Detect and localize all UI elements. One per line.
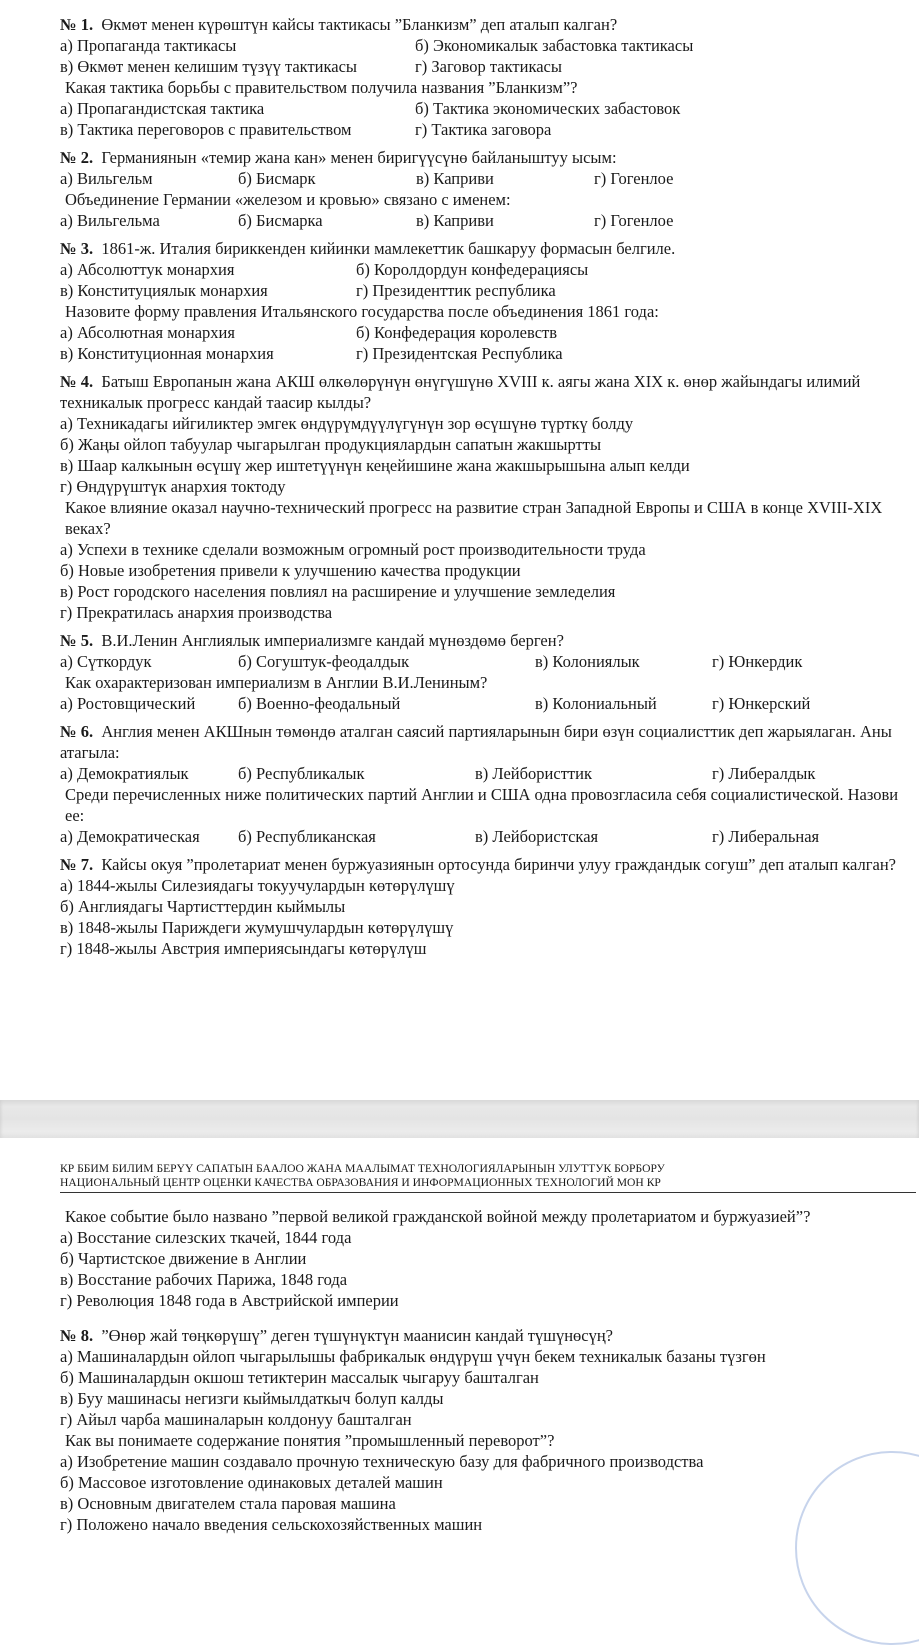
option: г) Тактика заговора xyxy=(415,120,552,139)
option: в) Тактика переговоров с правительством xyxy=(60,120,352,139)
question-1 xyxy=(60,14,905,140)
page-2 xyxy=(0,1138,919,1555)
option-list xyxy=(60,1346,905,1430)
option: г) Президенттик республика xyxy=(356,281,556,300)
question-stem-ru: Как охарактеризован империализм в Англии В.И.Лениным? xyxy=(65,673,488,692)
question-text: ”Өнөр жай төңкөрүшү” деген түшүнүктүн маанисин кандай түшүнөсүң? xyxy=(101,1326,613,1345)
option: б) Республиканская xyxy=(238,827,376,846)
option: в) Конституционная монархия xyxy=(60,344,274,363)
option: б) Новые изобретения привели к улучшению качества продукции xyxy=(60,561,521,580)
option: г) Прекратилась анархия производства xyxy=(60,603,333,622)
question-3 xyxy=(60,238,905,364)
option: г) Революция 1848 года в Австрийской империи xyxy=(60,1291,399,1310)
option-row xyxy=(60,322,905,343)
question-text: Батыш Европанын жана АКШ өлкөлөрүнүн өнүгүшүнө XVIII к. аягы жана XIX к. өнөр жайындагы илимий техникалык прогресс кандай таасир кылды? xyxy=(60,372,861,412)
option-list xyxy=(60,1451,905,1535)
option: г) Айыл чарба машиналарын колдонуу башталган xyxy=(60,1410,412,1429)
option: а) Сүткордук xyxy=(60,652,152,671)
question-4 xyxy=(60,371,905,623)
option: в) Шаар калкынын өсүшү жер иштетүүнүн кеңейишине жана жакшырышына алып келди xyxy=(60,456,690,475)
question-number: № 2. xyxy=(60,148,94,167)
option: б) Конфедерация королевств xyxy=(356,323,558,342)
question-text: Өкмөт менен күрөштүн кайсы тактикасы ”Бланкизм” деп аталып калган? xyxy=(101,15,618,34)
option-row xyxy=(60,168,905,189)
question-number: № 3. xyxy=(60,239,94,258)
option-list xyxy=(60,539,905,623)
question-text: В.И.Ленин Англиялык империализмге кандай мүнөздөмө берген? xyxy=(101,631,564,650)
option: а) Вильгельм xyxy=(60,169,153,188)
option: а) Ростовщический xyxy=(60,694,196,713)
option: а) Техникадагы ийгиликтер эмгек өндүрүмдүүлүгүнүн зор өсүшүнө түрткү болду xyxy=(60,414,634,433)
option: в) Каприви xyxy=(416,211,494,230)
option: б) Республикалык xyxy=(238,764,365,783)
option: б) Англиядагы Чартисттердин кыймылы xyxy=(60,897,346,916)
option: г) Либеральная xyxy=(712,827,820,846)
question-stem-ru: Какое событие было названо ”первой великой гражданской войной между пролетариатом и буржуазией”? xyxy=(65,1207,811,1226)
option-list xyxy=(60,413,905,497)
question-stem-ky xyxy=(60,721,905,763)
page-separator xyxy=(0,1100,919,1138)
option: в) Каприви xyxy=(416,169,494,188)
option: г) Юнкердик xyxy=(712,652,803,671)
option: б) Согуштук-феодалдык xyxy=(238,652,410,671)
header-line-ru: НАЦИОНАЛЬНЫЙ ЦЕНТР ОЦЕНКИ КАЧЕСТВА ОБРАЗОВАНИЯ И ИНФОРМАЦИОННЫХ ТЕХНОЛОГИЙ МОН КР xyxy=(60,1175,661,1189)
option: г) Заговор тактикасы xyxy=(415,57,562,76)
option: а) Восстание силезских ткачей, 1844 года xyxy=(60,1228,352,1247)
option: б) Королдордун конфедерациясы xyxy=(356,260,589,279)
option-list xyxy=(60,1227,905,1311)
option-row xyxy=(60,119,905,140)
question-stem-ky xyxy=(60,854,905,875)
page-1-content xyxy=(60,14,905,966)
question-number: № 6. xyxy=(60,722,94,741)
option: в) Лейбористская xyxy=(475,827,599,846)
option-row xyxy=(60,259,905,280)
option-row xyxy=(60,826,905,847)
option: в) Конституциялык монархия xyxy=(60,281,268,300)
question-stem-ru: Какое влияние оказал научно-технический прогресс на развитие стран Западной Европы и США в конце XVIII-XIX веках? xyxy=(65,498,883,538)
question-stem-ky xyxy=(60,371,905,413)
page-header xyxy=(60,1162,916,1193)
option: в) Лейбористтик xyxy=(475,764,592,783)
question-stem-ru: Среди перечисленных ниже политических партий Англии и США одна провозгласила себя социалистической. Назови ее: xyxy=(65,785,899,825)
option-row xyxy=(60,56,905,77)
option: г) Положено начало введения сельскохозяйственных машин xyxy=(60,1515,483,1534)
option-row xyxy=(60,280,905,301)
option: в) Колониальный xyxy=(535,694,657,713)
option: а) Демократическая xyxy=(60,827,200,846)
option: б) Бисмарка xyxy=(238,211,323,230)
option: б) Тактика экономических забастовок xyxy=(415,99,681,118)
option-row xyxy=(60,210,905,231)
option: в) Колониялык xyxy=(535,652,640,671)
question-7-ru xyxy=(60,1206,905,1311)
question-stem-ru: Как вы понимаете содержание понятия ”промышленный переворот”? xyxy=(65,1431,555,1450)
option: б) Чартистское движение в Англии xyxy=(60,1249,307,1268)
option: в) Рост городского населения повлиял на расширение и улучшение земледелия xyxy=(60,582,616,601)
question-number: № 8. xyxy=(60,1326,94,1345)
question-text: Кайсы окуя ”пролетариат менен буржуазиянын ортосунда биринчи улуу граждандык согуш” деп аталып калган? xyxy=(101,855,896,874)
option-row xyxy=(60,693,905,714)
option: а) Демократиялык xyxy=(60,764,189,783)
option-row xyxy=(60,763,905,784)
question-stem-ru: Объединение Германии «железом и кровью» связано с именем: xyxy=(65,190,511,209)
option: а) Пропагандистская тактика xyxy=(60,99,265,118)
option: б) Бисмарк xyxy=(238,169,316,188)
question-stem-ky xyxy=(60,147,905,168)
option: г) Гогенлое xyxy=(594,169,674,188)
question-text: 1861-ж. Италия бириккенден кийинки мамлекеттик башкаруу формасын белгиле. xyxy=(101,239,676,258)
option: в) Өкмөт менен келишим түзүү тактикасы xyxy=(60,57,358,76)
page-2-content xyxy=(60,1206,905,1542)
question-number: № 7. xyxy=(60,855,94,874)
question-number: № 4. xyxy=(60,372,94,391)
question-number: № 1. xyxy=(60,15,94,34)
question-7 xyxy=(60,854,905,959)
option: б) Экономикалык забастовка тактикасы xyxy=(415,36,694,55)
option: в) Буу машинасы негизги кыймылдаткыч болуп калды xyxy=(60,1389,444,1408)
option: г) Өндүрүштүк анархия токтоду xyxy=(60,477,286,496)
option: б) Машиналардын окшош тетиктерин массалык чыгаруу башталган xyxy=(60,1368,539,1387)
option: а) Изобретение машин создавало прочную техническую базу для фабричного производства xyxy=(60,1452,704,1471)
question-5 xyxy=(60,630,905,714)
option-row xyxy=(60,651,905,672)
question-stem-ru: Назовите форму правления Итальянского государства после объединения 1861 года: xyxy=(65,302,659,321)
option-list xyxy=(60,875,905,959)
header-line-ky: КР ББИМ БИЛИМ БЕРҮҮ САПАТЫН БААЛОО ЖАНА МААЛЫМАТ ТЕХНОЛОГИЯЛАРЫНЫН УЛУТТУК БОРБОРУ xyxy=(60,1162,665,1175)
option: в) Основным двигателем стала паровая машина xyxy=(60,1494,396,1513)
option: а) Успехи в технике сделали возможным огромный рост производительности труда xyxy=(60,540,646,559)
option: в) 1848-жылы Париждеги жумушчулардын көтөрүлүшү xyxy=(60,918,454,937)
option: г) 1848-жылы Австрия империясындагы көтөрүлүш xyxy=(60,939,427,958)
question-number: № 5. xyxy=(60,631,94,650)
question-text: Англия менен АКШнын төмөндө аталган саясий партияларынын бири өзүн социалисттик деп жарыялаган. Аны атагыла: xyxy=(60,722,892,762)
option-row xyxy=(60,35,905,56)
question-2 xyxy=(60,147,905,231)
option: а) Абсолютная монархия xyxy=(60,323,235,342)
question-stem-ky xyxy=(60,1325,905,1346)
option: б) Военно-феодальный xyxy=(238,694,401,713)
option: а) Вильгельма xyxy=(60,211,160,230)
option: г) Юнкерский xyxy=(712,694,811,713)
option: г) Гогенлое xyxy=(594,211,674,230)
question-stem-ky xyxy=(60,238,905,259)
option-row xyxy=(60,343,905,364)
question-stem-ky xyxy=(60,14,905,35)
option: а) Пропаганда тактикасы xyxy=(60,36,237,55)
option: а) 1844-жылы Силезиядагы токуучулардын көтөрүлүшү xyxy=(60,876,455,895)
option: б) Массовое изготовление одинаковых деталей машин xyxy=(60,1473,443,1492)
option: а) Абсолюттук монархия xyxy=(60,260,235,279)
option: б) Жаңы ойлоп табуулар чыгарылган продукциялардын сапатын жакшыртты xyxy=(60,435,602,454)
question-stem-ru: Какая тактика борьбы с правительством получила названия ”Бланкизм”? xyxy=(65,78,578,97)
question-text: Германиянын «темир жана кан» менен биригүүсүнө байланыштуу ысым: xyxy=(101,148,617,167)
question-6 xyxy=(60,721,905,847)
question-8 xyxy=(60,1325,905,1535)
option-row xyxy=(60,98,905,119)
option: а) Машиналардын ойлоп чыгарылышы фабрикалык өндүрүш үчүн бекем техникалык базаны түзгөн xyxy=(60,1347,766,1366)
option: г) Президентская Республика xyxy=(356,344,563,363)
option: г) Либералдык xyxy=(712,764,816,783)
question-stem-ky xyxy=(60,630,905,651)
option: в) Восстание рабочих Парижа, 1848 года xyxy=(60,1270,348,1289)
